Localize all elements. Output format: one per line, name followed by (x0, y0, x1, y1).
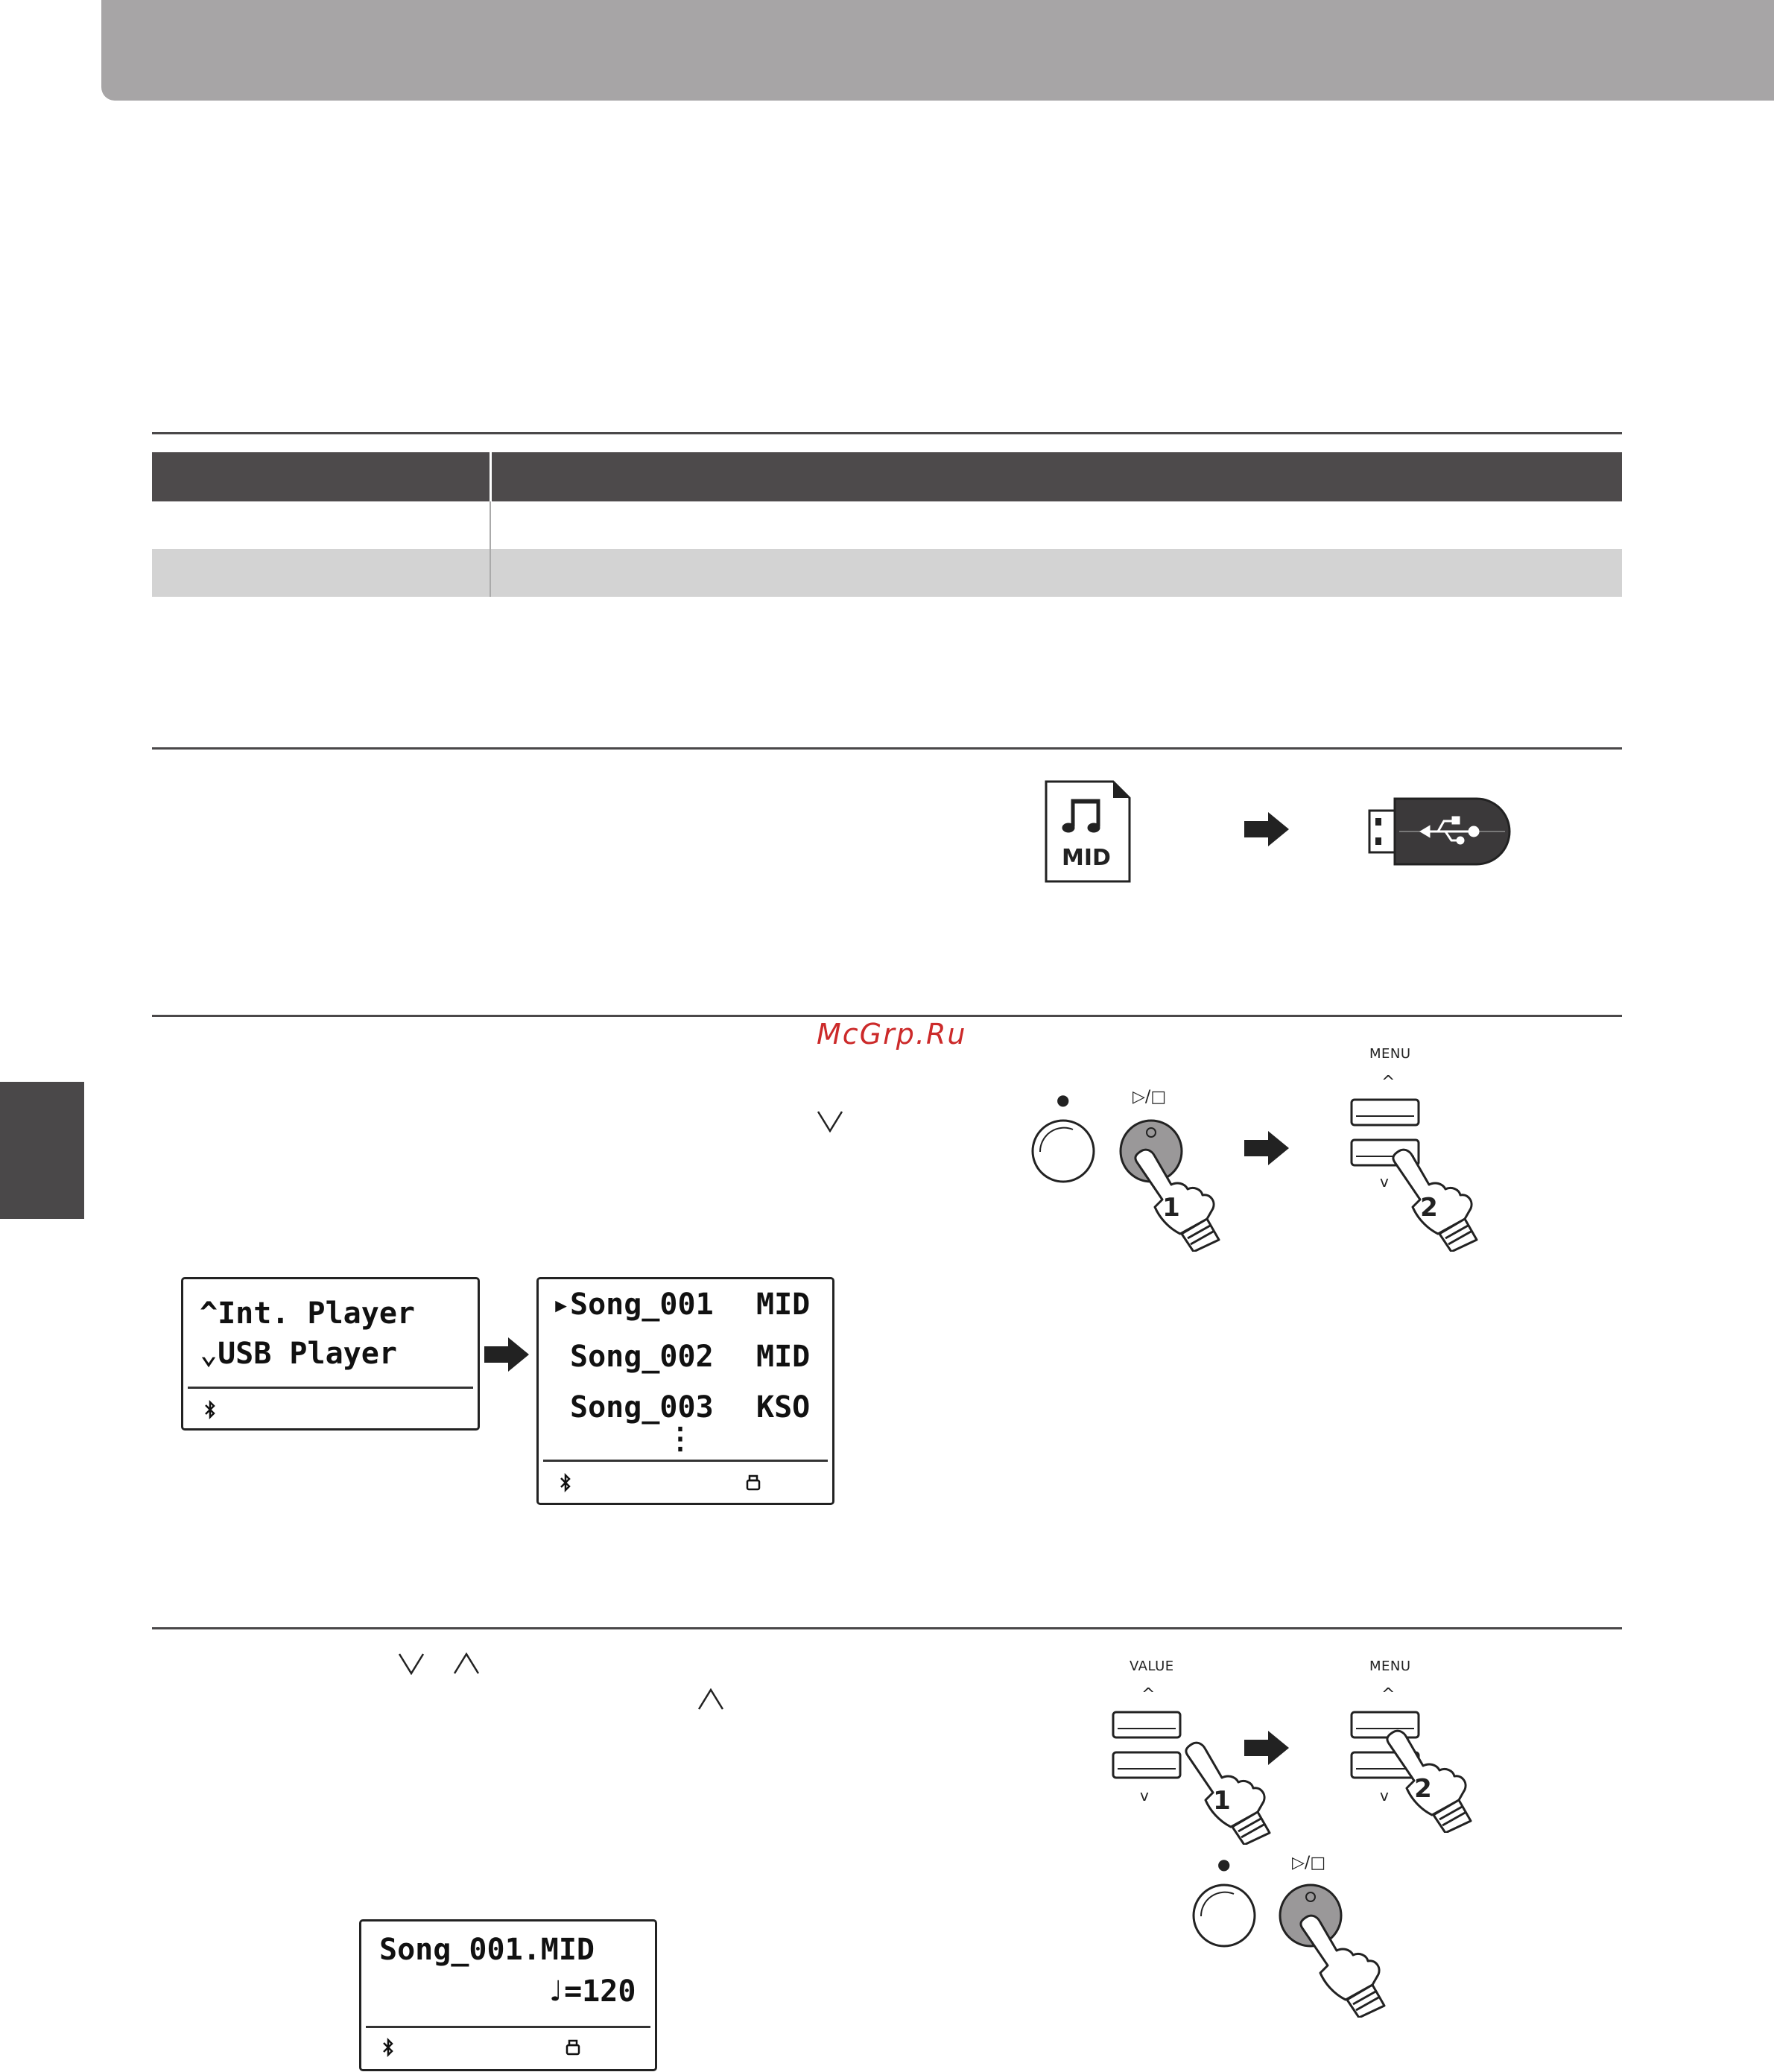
pressing-hand-icon (1298, 1913, 1387, 2018)
table-header (152, 452, 1622, 501)
up-caret-icon: ^ (1381, 1685, 1396, 1704)
menu-label: MENU (1369, 1046, 1411, 1062)
value-label: VALUE (1130, 1658, 1174, 1674)
watermark: McGrp.Ru (817, 1018, 967, 1051)
svg-text:2: 2 (1420, 1193, 1438, 1223)
bluetooth-icon (382, 2038, 394, 2057)
section-rule-4 (152, 1627, 1622, 1629)
table-row (152, 501, 1622, 549)
play-stop-label: ▷/□ (1132, 1088, 1167, 1106)
play-stop-label: ▷/□ (1292, 1854, 1326, 1872)
lcd-line: ^Int. Player (200, 1296, 415, 1331)
section-rule-3 (152, 1015, 1622, 1017)
up-caret-icon: ^ (1141, 1685, 1156, 1704)
chevron-down-icon (817, 1110, 843, 1132)
rec-button[interactable] (1191, 1882, 1258, 1949)
song-name: Song_002 (570, 1340, 714, 1374)
chevron-up-icon (453, 1653, 480, 1675)
song-name: Song_001 (570, 1287, 714, 1322)
chapter-tab (0, 1082, 84, 1219)
section-rule-1 (152, 432, 1622, 434)
pressing-hand-icon (1384, 1729, 1474, 1833)
section-rule-2 (152, 747, 1622, 750)
rec-button[interactable] (1030, 1118, 1097, 1185)
pressing-hand-icon (1183, 1740, 1273, 1845)
up-caret-icon: ^ (1381, 1073, 1396, 1092)
svg-text:1: 1 (1213, 1786, 1231, 1816)
tempo-display: ♩=120 (546, 1974, 636, 2009)
usb-status-icon (744, 1474, 762, 1491)
arrow-right-icon (1244, 812, 1290, 846)
arrow-right-icon (1244, 1131, 1290, 1165)
bluetooth-icon (560, 1473, 571, 1492)
chevron-down-icon (398, 1653, 425, 1675)
svg-text:2: 2 (1414, 1774, 1432, 1804)
more-indicator: ⋮ (665, 1422, 695, 1456)
song-marker: ▸ (552, 1287, 571, 1322)
arrow-right-icon (484, 1337, 530, 1372)
menu-label: MENU (1369, 1658, 1411, 1674)
pressing-hand-icon (1390, 1147, 1480, 1252)
header-bar (101, 0, 1774, 101)
lcd-song-list-screen (536, 1277, 834, 1505)
song-name: Song_003 (570, 1390, 714, 1425)
table-row (152, 549, 1622, 597)
menu-up-button (1352, 1100, 1419, 1125)
chevron-up-icon (697, 1688, 724, 1711)
lcd-menu-screen (181, 1277, 480, 1431)
song-type: MID (756, 1340, 811, 1374)
mid-file-icon (1043, 779, 1132, 884)
down-caret-icon: v (1380, 1787, 1389, 1805)
lcd-playback-screen (359, 1919, 657, 2071)
rec-dot-label: ● (1057, 1091, 1070, 1109)
svg-text:MID: MID (1062, 845, 1111, 871)
lcd-line: ⌄USB Player (200, 1337, 397, 1371)
down-caret-icon: v (1140, 1787, 1149, 1805)
usb-status-icon (564, 2039, 582, 2056)
usb-drive-icon (1366, 796, 1511, 867)
bluetooth-icon (204, 1400, 216, 1419)
svg-text:1: 1 (1162, 1193, 1180, 1223)
pressing-hand-icon (1132, 1147, 1222, 1252)
value-buttons[interactable] (1112, 1711, 1183, 1782)
song-type: MID (756, 1287, 811, 1322)
down-caret-icon: v (1380, 1173, 1389, 1191)
song-title: Song_001.MID (379, 1933, 595, 1967)
rec-dot-label: ● (1217, 1855, 1231, 1873)
spec-table (152, 452, 1622, 597)
song-type: KSO (756, 1390, 811, 1425)
